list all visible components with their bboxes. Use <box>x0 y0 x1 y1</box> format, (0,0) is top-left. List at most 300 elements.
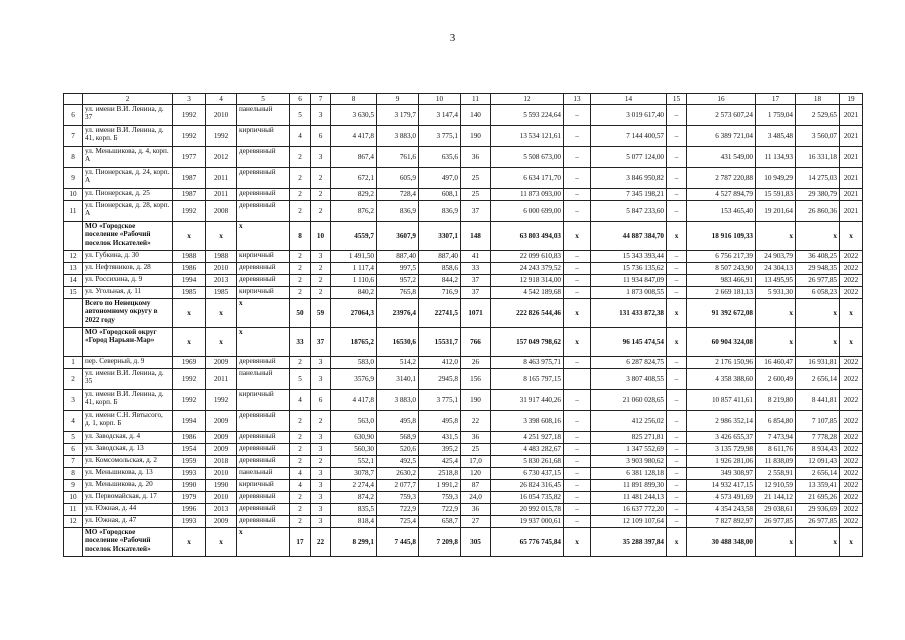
cell-regional-budget: 3 807 408,55 <box>591 369 667 390</box>
cell-entrances: 2 <box>311 189 331 201</box>
cell-regional-budget: 11 891 899,30 <box>591 480 667 492</box>
cell-cost-per-sqm: 12 910,59 <box>756 480 796 492</box>
cell-year-commissioned: 2012 <box>206 147 237 168</box>
cell-residential-area: 3 775,1 <box>419 390 461 411</box>
cell-total-cost: 157 049 798,62 <box>491 328 564 357</box>
cell-municipal-budget: – <box>667 201 687 222</box>
cell-limit-cost: 7 107,85 <box>796 411 840 432</box>
cell-num: 6 <box>64 105 83 126</box>
cell-municipal-budget: – <box>667 411 687 432</box>
cell-owners-funds: 14 932 417,15 <box>687 480 756 492</box>
cell-cost-per-sqm: 19 201,64 <box>756 201 796 222</box>
cell-total-cost: 5 508 673,00 <box>491 147 564 168</box>
cell-residents: 25 <box>461 189 491 201</box>
cell-owners-funds: 153 465,40 <box>687 201 756 222</box>
cell-wall-material: x <box>237 299 290 328</box>
cell-municipal-budget: – <box>667 444 687 456</box>
cell-cost-per-sqm: x <box>756 299 796 328</box>
cell-municipal-budget: – <box>667 105 687 126</box>
cell-fund-share: – <box>564 201 591 222</box>
cell-completion-year: 2022 <box>840 456 863 468</box>
cell-cost-per-sqm: 13 495,95 <box>756 275 796 287</box>
cell-cost-per-sqm: 3 485,48 <box>756 126 796 147</box>
cell-year-commissioned: 1988 <box>206 251 237 263</box>
cell-num: 3 <box>64 390 83 411</box>
cell-fund-share: – <box>564 432 591 444</box>
cell-floors: 2 <box>290 189 311 201</box>
cell-regional-budget: 44 887 384,70 <box>591 222 667 251</box>
cell-total-cost: 5 830 261,68 <box>491 456 564 468</box>
cell-year-commissioned: 1985 <box>206 287 237 299</box>
cell-total-cost: 65 776 745,84 <box>491 528 564 557</box>
cell-municipal-budget: – <box>667 456 687 468</box>
cell-floors: 33 <box>290 328 311 357</box>
cell-municipal-budget: – <box>667 168 687 189</box>
header-cell: 9 <box>377 94 419 105</box>
cell-wall-material: панельный <box>237 468 290 480</box>
cell-cost-per-sqm: 15 591,83 <box>756 189 796 201</box>
cell-living-area: 605,9 <box>377 168 419 189</box>
cell-year-commissioned: 2011 <box>206 369 237 390</box>
cell-owners-funds: 10 857 411,61 <box>687 390 756 411</box>
cell-living-area: 3 883,0 <box>377 126 419 147</box>
cell-living-area: 16530,6 <box>377 328 419 357</box>
cell-address: ул. Россихина, д. 9 <box>83 275 173 287</box>
cell-completion-year: 2022 <box>840 251 863 263</box>
cell-address: ул. имени С.Н. Явтысого, д. 1, корп. Б <box>83 411 173 432</box>
cell-residential-area: 759,3 <box>419 492 461 504</box>
cell-num <box>64 528 83 557</box>
cell-year-commissioned: 1990 <box>206 480 237 492</box>
cell-floors: 5 <box>290 105 311 126</box>
table-row <box>64 275 863 287</box>
cell-residential-area: 2945,8 <box>419 369 461 390</box>
cell-entrances: 2 <box>311 275 331 287</box>
cell-wall-material: деревянный <box>237 492 290 504</box>
cell-year-built: 1987 <box>173 168 206 189</box>
cell-owners-funds: 60 904 324,08 <box>687 328 756 357</box>
cell-floors: 2 <box>290 516 311 528</box>
cell-regional-budget: 1 873 008,55 <box>591 287 667 299</box>
cell-regional-budget: 16 637 772,20 <box>591 504 667 516</box>
header-cell: 14 <box>591 94 667 105</box>
cell-completion-year: 2021 <box>840 126 863 147</box>
cell-floors: 2 <box>290 168 311 189</box>
cell-regional-budget: 11 934 847,09 <box>591 275 667 287</box>
header-cell: 16 <box>687 94 756 105</box>
cell-living-area: 23976,4 <box>377 299 419 328</box>
cell-total-area: 18765,2 <box>331 328 377 357</box>
cell-year-commissioned: 2008 <box>206 201 237 222</box>
cell-residents: 36 <box>461 504 491 516</box>
cell-num: 7 <box>64 126 83 147</box>
cell-limit-cost: x <box>796 528 840 557</box>
cell-cost-per-sqm: 24 903,79 <box>756 251 796 263</box>
cell-fund-share: x <box>564 528 591 557</box>
cell-wall-material: x <box>237 328 290 357</box>
cell-floors: 2 <box>290 492 311 504</box>
cell-entrances: 3 <box>311 369 331 390</box>
cell-municipal-budget: – <box>667 126 687 147</box>
cell-owners-funds: 6 389 721,04 <box>687 126 756 147</box>
cell-year-built: 1992 <box>173 126 206 147</box>
header-cell: 8 <box>331 94 377 105</box>
cell-floors: 2 <box>290 251 311 263</box>
cell-residential-area: 608,1 <box>419 189 461 201</box>
cell-year-built: x <box>173 222 206 251</box>
cell-completion-year: 2021 <box>840 201 863 222</box>
cell-living-area: 765,8 <box>377 287 419 299</box>
cell-floors: 2 <box>290 275 311 287</box>
cell-regional-budget: 35 288 397,84 <box>591 528 667 557</box>
cell-address: МО «Городской округ «Город Нарьян-Мар» <box>83 328 173 357</box>
cell-municipal-budget: – <box>667 251 687 263</box>
cell-total-area: 583,0 <box>331 357 377 369</box>
cell-limit-cost: 2 529,65 <box>796 105 840 126</box>
cell-limit-cost: 13 359,41 <box>796 480 840 492</box>
cell-owners-funds: 983 466,91 <box>687 275 756 287</box>
cell-fund-share: – <box>564 287 591 299</box>
cell-completion-year: 2022 <box>840 411 863 432</box>
cell-num: 1 <box>64 357 83 369</box>
cell-owners-funds: 2 573 607,24 <box>687 105 756 126</box>
cell-owners-funds: 3 426 655,37 <box>687 432 756 444</box>
cell-entrances: 2 <box>311 456 331 468</box>
cell-num <box>64 299 83 328</box>
cell-num: 2 <box>64 369 83 390</box>
cell-limit-cost: 36 408,25 <box>796 251 840 263</box>
cell-cost-per-sqm: 1 759,04 <box>756 105 796 126</box>
cell-address: ул. Нефтяников, д. 28 <box>83 263 173 275</box>
header-cell-blank <box>64 94 83 105</box>
cell-municipal-budget: – <box>667 504 687 516</box>
table-body <box>64 94 863 557</box>
cell-fund-share: – <box>564 263 591 275</box>
cell-regional-budget: 15 343 393,44 <box>591 251 667 263</box>
header-cell: 3 <box>173 94 206 105</box>
cell-residents: 22 <box>461 411 491 432</box>
cell-limit-cost: 12 091,43 <box>796 456 840 468</box>
cell-wall-material: деревянный <box>237 147 290 168</box>
cell-total-area: 818,4 <box>331 516 377 528</box>
cell-limit-cost: 6 058,23 <box>796 287 840 299</box>
cell-floors: 2 <box>290 504 311 516</box>
cell-num: 7 <box>64 456 83 468</box>
cell-floors: 2 <box>290 357 311 369</box>
cell-fund-share: – <box>564 516 591 528</box>
cell-residents: 17,0 <box>461 456 491 468</box>
cell-year-built: x <box>173 299 206 328</box>
cell-total-area: 4559,7 <box>331 222 377 251</box>
cell-address: ул. Заводская, д. 13 <box>83 444 173 456</box>
subtotal-row <box>64 299 863 328</box>
cell-living-area: 3607,9 <box>377 222 419 251</box>
cell-residential-area: 431,5 <box>419 432 461 444</box>
header-cell: 15 <box>667 94 687 105</box>
cell-num: 12 <box>64 516 83 528</box>
cell-total-area: 552,1 <box>331 456 377 468</box>
cell-year-built: 1979 <box>173 492 206 504</box>
cell-address: ул. Заводская, д. 4 <box>83 432 173 444</box>
cell-residential-area: 858,6 <box>419 263 461 275</box>
table-row <box>64 287 863 299</box>
cell-year-commissioned: 2011 <box>206 168 237 189</box>
cell-total-cost: 4 483 282,67 <box>491 444 564 456</box>
cell-wall-material: деревянный <box>237 516 290 528</box>
cell-year-commissioned: 2018 <box>206 456 237 468</box>
cell-total-cost: 5 593 224,64 <box>491 105 564 126</box>
cell-limit-cost: 21 695,26 <box>796 492 840 504</box>
cell-limit-cost: 26 977,85 <box>796 516 840 528</box>
cell-year-commissioned: 2009 <box>206 444 237 456</box>
cell-total-area: 630,90 <box>331 432 377 444</box>
cell-residents: 25 <box>461 444 491 456</box>
cell-completion-year: 2022 <box>840 516 863 528</box>
cell-total-area: 563,0 <box>331 411 377 432</box>
cell-num <box>64 328 83 357</box>
cell-residential-area: 1 991,2 <box>419 480 461 492</box>
cell-entrances: 10 <box>311 222 331 251</box>
cell-limit-cost: 29 380,79 <box>796 189 840 201</box>
cell-total-area: 876,2 <box>331 201 377 222</box>
cell-limit-cost: 8 441,81 <box>796 390 840 411</box>
cell-entrances: 3 <box>311 480 331 492</box>
cell-year-built: 1993 <box>173 468 206 480</box>
cell-municipal-budget: – <box>667 263 687 275</box>
cell-wall-material: деревянный <box>237 275 290 287</box>
cell-num: 8 <box>64 147 83 168</box>
cell-living-area: 568,9 <box>377 432 419 444</box>
cell-completion-year: x <box>840 222 863 251</box>
cell-municipal-budget: – <box>667 189 687 201</box>
cell-wall-material: деревянный <box>237 432 290 444</box>
cell-completion-year: 2022 <box>840 287 863 299</box>
table-row <box>64 480 863 492</box>
cell-year-built: 1977 <box>173 147 206 168</box>
header-cell: 4 <box>206 94 237 105</box>
cell-owners-funds: 4 573 491,69 <box>687 492 756 504</box>
cell-total-cost: 24 243 379,52 <box>491 263 564 275</box>
cell-residents: 36 <box>461 432 491 444</box>
cell-num: 12 <box>64 251 83 263</box>
cell-residential-area: 412,0 <box>419 357 461 369</box>
cell-floors: 4 <box>290 390 311 411</box>
cell-year-commissioned: x <box>206 222 237 251</box>
cell-completion-year: 2021 <box>840 168 863 189</box>
cell-completion-year: 2022 <box>840 275 863 287</box>
table-row <box>64 468 863 480</box>
table-row <box>64 411 863 432</box>
cell-total-area: 672,1 <box>331 168 377 189</box>
cell-completion-year: 2021 <box>840 147 863 168</box>
cell-address: ул. Южная, д. 44 <box>83 504 173 516</box>
cell-floors: 4 <box>290 126 311 147</box>
cell-year-built: 1986 <box>173 432 206 444</box>
cell-entrances: 3 <box>311 444 331 456</box>
cell-residential-area: 3 147,4 <box>419 105 461 126</box>
cell-residential-area: 495,8 <box>419 411 461 432</box>
cell-residents: 140 <box>461 105 491 126</box>
cell-cost-per-sqm: 6 854,80 <box>756 411 796 432</box>
cell-fund-share: – <box>564 168 591 189</box>
cell-living-area: 722,9 <box>377 504 419 516</box>
cell-num: 6 <box>64 444 83 456</box>
cell-fund-share: – <box>564 147 591 168</box>
header-cell: 10 <box>419 94 461 105</box>
cell-fund-share: – <box>564 357 591 369</box>
table-row <box>64 251 863 263</box>
cell-living-area: 725,4 <box>377 516 419 528</box>
cell-total-cost: 8 463 975,71 <box>491 357 564 369</box>
cell-municipal-budget: – <box>667 390 687 411</box>
cell-residential-area: 658,7 <box>419 516 461 528</box>
cell-limit-cost: 29 948,35 <box>796 263 840 275</box>
table-row <box>64 105 863 126</box>
cell-entrances: 3 <box>311 105 331 126</box>
cell-entrances: 3 <box>311 504 331 516</box>
cell-municipal-budget: x <box>667 528 687 557</box>
cell-floors: 2 <box>290 411 311 432</box>
cell-entrances: 3 <box>311 251 331 263</box>
cell-limit-cost: x <box>796 328 840 357</box>
cell-cost-per-sqm: 2 600,49 <box>756 369 796 390</box>
cell-year-commissioned: 2011 <box>206 189 237 201</box>
cell-regional-budget: 7 144 400,57 <box>591 126 667 147</box>
cell-floors: 2 <box>290 444 311 456</box>
cell-cost-per-sqm: x <box>756 328 796 357</box>
cell-fund-share: x <box>564 222 591 251</box>
cell-limit-cost: 8 934,43 <box>796 444 840 456</box>
cell-total-area: 560,30 <box>331 444 377 456</box>
cell-total-cost: 4 542 189,68 <box>491 287 564 299</box>
cell-year-commissioned: 2010 <box>206 468 237 480</box>
cell-floors: 17 <box>290 528 311 557</box>
cell-entrances: 59 <box>311 299 331 328</box>
cell-total-area: 867,4 <box>331 147 377 168</box>
cell-regional-budget: 11 481 244,13 <box>591 492 667 504</box>
cell-limit-cost: x <box>796 222 840 251</box>
cell-address: ул. имени В.И. Ленина, д. 41, корп. Б <box>83 390 173 411</box>
cell-municipal-budget: – <box>667 516 687 528</box>
cell-completion-year: 2022 <box>840 492 863 504</box>
cell-total-area: 4 417,8 <box>331 390 377 411</box>
cell-total-cost: 222 826 544,46 <box>491 299 564 328</box>
cell-num: 8 <box>64 468 83 480</box>
cell-residential-area: 635,6 <box>419 147 461 168</box>
cell-wall-material: кирпичный <box>237 251 290 263</box>
cell-residential-area: 497,0 <box>419 168 461 189</box>
cell-year-built: 1969 <box>173 357 206 369</box>
cell-floors: 4 <box>290 468 311 480</box>
cell-owners-funds: 3 135 729,98 <box>687 444 756 456</box>
cell-total-cost: 20 992 015,78 <box>491 504 564 516</box>
cell-residents: 41 <box>461 251 491 263</box>
cell-regional-budget: 3 903 980,62 <box>591 456 667 468</box>
cell-cost-per-sqm: 11 838,09 <box>756 456 796 468</box>
cell-wall-material: деревянный <box>237 411 290 432</box>
subtotal-row <box>64 222 863 251</box>
table-row <box>64 263 863 275</box>
cell-wall-material: деревянный <box>237 201 290 222</box>
header-cell: 13 <box>564 94 591 105</box>
cell-entrances: 2 <box>311 411 331 432</box>
cell-entrances: 2 <box>311 201 331 222</box>
cell-fund-share: – <box>564 468 591 480</box>
cell-num: 10 <box>64 492 83 504</box>
cell-year-commissioned: 2010 <box>206 492 237 504</box>
cell-entrances: 3 <box>311 357 331 369</box>
cell-completion-year: 2022 <box>840 263 863 275</box>
cell-limit-cost: 16 931,81 <box>796 357 840 369</box>
cell-regional-budget: 96 145 474,54 <box>591 328 667 357</box>
cell-address: ул. Первомайская, д. 17 <box>83 492 173 504</box>
cell-fund-share: – <box>564 444 591 456</box>
cell-wall-material: деревянный <box>237 357 290 369</box>
cell-limit-cost: 14 275,03 <box>796 168 840 189</box>
cell-cost-per-sqm: 21 144,12 <box>756 492 796 504</box>
table-row <box>64 168 863 189</box>
cell-entrances: 3 <box>311 147 331 168</box>
cell-year-built: 1992 <box>173 201 206 222</box>
cell-regional-budget: 7 345 198,21 <box>591 189 667 201</box>
cell-limit-cost: 2 656,14 <box>796 468 840 480</box>
cell-residential-area: 844,2 <box>419 275 461 287</box>
cell-owners-funds: 4 354 243,58 <box>687 504 756 516</box>
header-cell: 6 <box>290 94 311 105</box>
table-row <box>64 432 863 444</box>
cell-total-area: 8 299,1 <box>331 528 377 557</box>
cell-year-built: 1988 <box>173 251 206 263</box>
cell-cost-per-sqm: x <box>756 222 796 251</box>
cell-limit-cost: 29 936,69 <box>796 504 840 516</box>
cell-owners-funds: 4 527 894,79 <box>687 189 756 201</box>
subtotal-row <box>64 528 863 557</box>
cell-cost-per-sqm: 8 611,76 <box>756 444 796 456</box>
cell-limit-cost: x <box>796 299 840 328</box>
cell-living-area: 514,2 <box>377 357 419 369</box>
cell-year-built: 1992 <box>173 105 206 126</box>
cell-num: 5 <box>64 432 83 444</box>
cell-total-area: 1 117,4 <box>331 263 377 275</box>
cell-residential-area: 722,9 <box>419 504 461 516</box>
cell-total-area: 829,2 <box>331 189 377 201</box>
cell-living-area: 761,6 <box>377 147 419 168</box>
cell-residents: 190 <box>461 390 491 411</box>
cell-living-area: 3140,1 <box>377 369 419 390</box>
cell-num <box>64 222 83 251</box>
cell-cost-per-sqm: 11 134,93 <box>756 147 796 168</box>
cell-municipal-budget: – <box>667 275 687 287</box>
cell-completion-year: 2021 <box>840 105 863 126</box>
cell-regional-budget: 6 381 128,18 <box>591 468 667 480</box>
cell-entrances: 6 <box>311 126 331 147</box>
cell-num: 11 <box>64 504 83 516</box>
cell-entrances: 3 <box>311 516 331 528</box>
cell-completion-year: x <box>840 328 863 357</box>
header-cell: 2 <box>83 94 173 105</box>
cell-wall-material: кирпичный <box>237 126 290 147</box>
table-row <box>64 444 863 456</box>
cell-address: ул. Комсомольская, д. 2 <box>83 456 173 468</box>
header-cell: 12 <box>491 94 564 105</box>
cell-owners-funds: 6 756 217,39 <box>687 251 756 263</box>
cell-owners-funds: 30 488 348,00 <box>687 528 756 557</box>
table-row <box>64 189 863 201</box>
cell-total-cost: 3 398 608,16 <box>491 411 564 432</box>
cell-total-cost: 4 251 927,18 <box>491 432 564 444</box>
cell-num: 4 <box>64 411 83 432</box>
cell-owners-funds: 2 669 181,13 <box>687 287 756 299</box>
